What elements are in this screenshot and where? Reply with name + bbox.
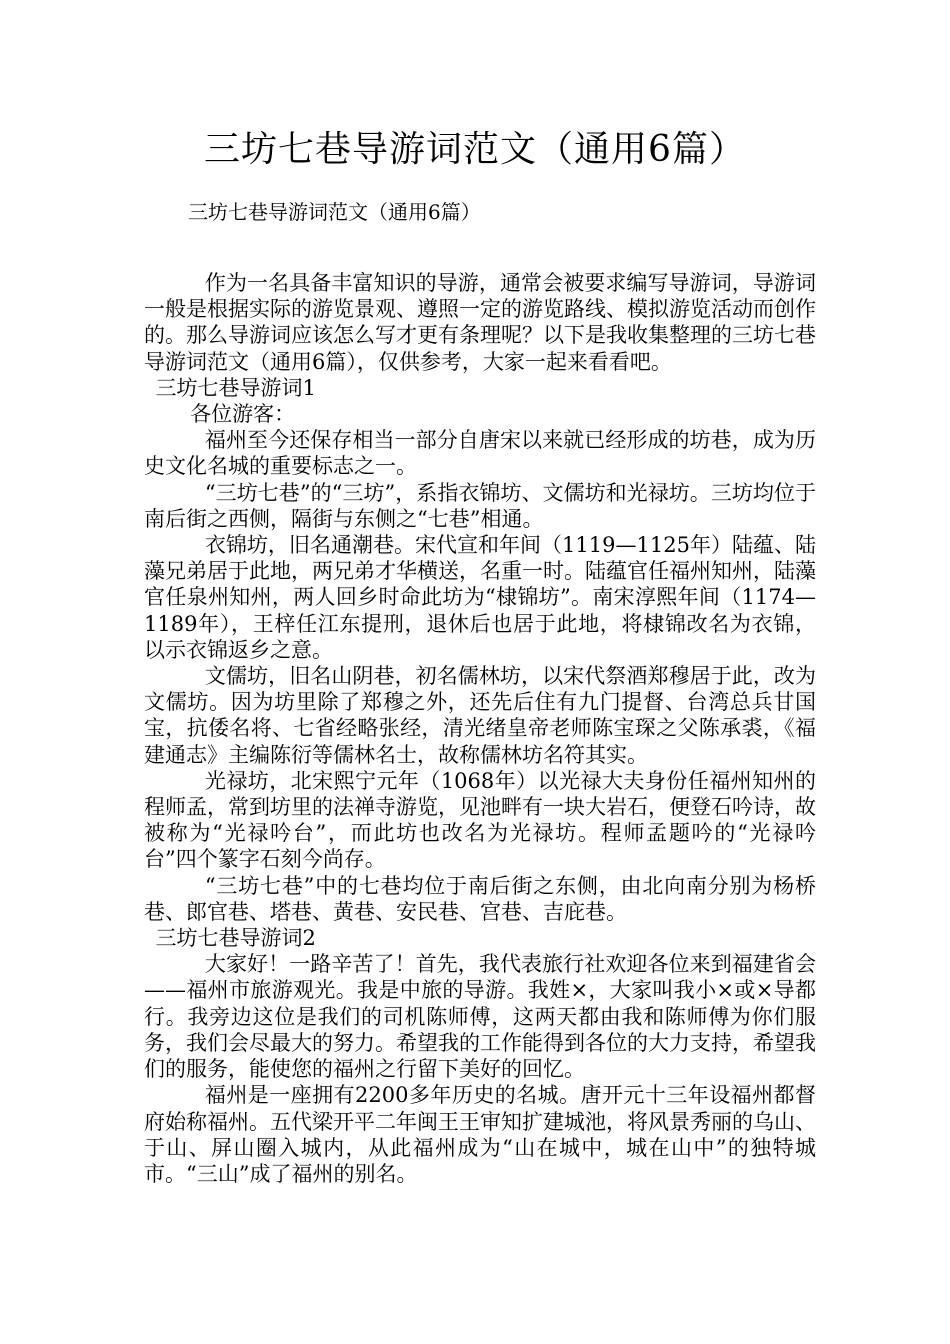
section-heading-1: 三坊七巷导游词1 xyxy=(155,375,316,400)
body-paragraph: “三坊七巷”的“三坊”，系指衣锦坊、文儒坊和光禄坊。三坊均位于南后街之西侧，隔街与东侧之“七巷”相通。 xyxy=(144,480,816,531)
body-paragraph: 光禄坊，北宋熙宁元年（1068年）以光禄大夫身份任福州知州的程师孟，常到坊里的法禅寺游览，见池畔有一块大岩石，便登石吟诗，故被称为“光禄吟台”，而此坊也改名为光禄坊。程师孟题吟的“光禄吟台”四个篆字石刻今尚存。 xyxy=(144,768,816,872)
intro-paragraph: 作为一名具备丰富知识的导游，通常会被要求编写导游词，导游词一般是根据实际的游览景观、遵照一定的游览路线、模拟游览活动而创作的。那么导游词应该怎么写才更有条理呢？以下是我收集整理的三坊七巷导游词范文（通用6篇），仅供参考，大家一起来看看吧。 xyxy=(144,271,816,374)
body-paragraph: “三坊七巷”中的七巷均位于南后街之东侧，由北向南分别为杨桥巷、郎官巷、塔巷、黄巷、安民巷、宫巷、吉庇巷。 xyxy=(144,873,816,924)
section-heading-2: 三坊七巷导游词2 xyxy=(155,926,316,951)
body-paragraph: 文儒坊，旧名山阴巷，初名儒林坊，以宋代祭酒郑穆居于此，改为文儒坊。因为坊里除了郑穆之外，还先后住有九门提督、台湾总兵甘国宝，抗倭名将、七省经略张经，清光绪皇帝老师陈宝琛之父陈承裘，《福建通志》主编陈衍等儒林名士，故称儒林坊名符其实。 xyxy=(144,664,816,767)
document-body xyxy=(144,270,816,1187)
page-title: 三坊七巷导游词范文（通用6篇） xyxy=(204,129,746,170)
body-paragraph: 大家好！一路辛苦了！首先，我代表旅行社欢迎各位来到福建省会——福州市旅游观光。我是中旅的导游。我姓×，大家叫我小×或×导都行。我旁边这位是我们的司机陈师傅，这两天都由我和陈师傅为你们服务，我们会尽最大的努力。希望我的工作能得到各位的大力支持，希望我们的服务，能使您的福州之行留下美好的回忆。 xyxy=(144,952,816,1082)
greeting-paragraph: 各位游客： xyxy=(190,402,296,427)
body-paragraph: 福州至今还保存相当一部分自唐宋以来就已经形成的坊巷，成为历史文化名城的重要标志之一。 xyxy=(144,428,816,479)
page-subtitle: 三坊七巷导游词范文（通用6篇） xyxy=(188,200,481,224)
body-paragraph: 衣锦坊，旧名通潮巷。宋代宣和年间（1119—1125年）陆蕴、陆藻兄弟居于此地，两兄弟才华横送，名重一时。陆蕴官任福州知州，陆藻官任泉州知州，两人回乡时命此坊为“棣锦坊”。南宋淳熙年间（1174—1189年），王梓任江东提刑，退休后也居于此地，将棣锦改名为衣锦，以示衣锦返乡之意。 xyxy=(144,533,816,662)
body-paragraph: 福州是一座拥有2200多年历史的名城。唐开元十三年设福州都督府始称福州。五代梁开平二年闽王王审知扩建城池，将风景秀丽的乌山、于山、屏山圈入城内，从此福州成为“山在城中，城在山中”的独特城市。“三山”成了福州的别名。 xyxy=(144,1083,816,1186)
